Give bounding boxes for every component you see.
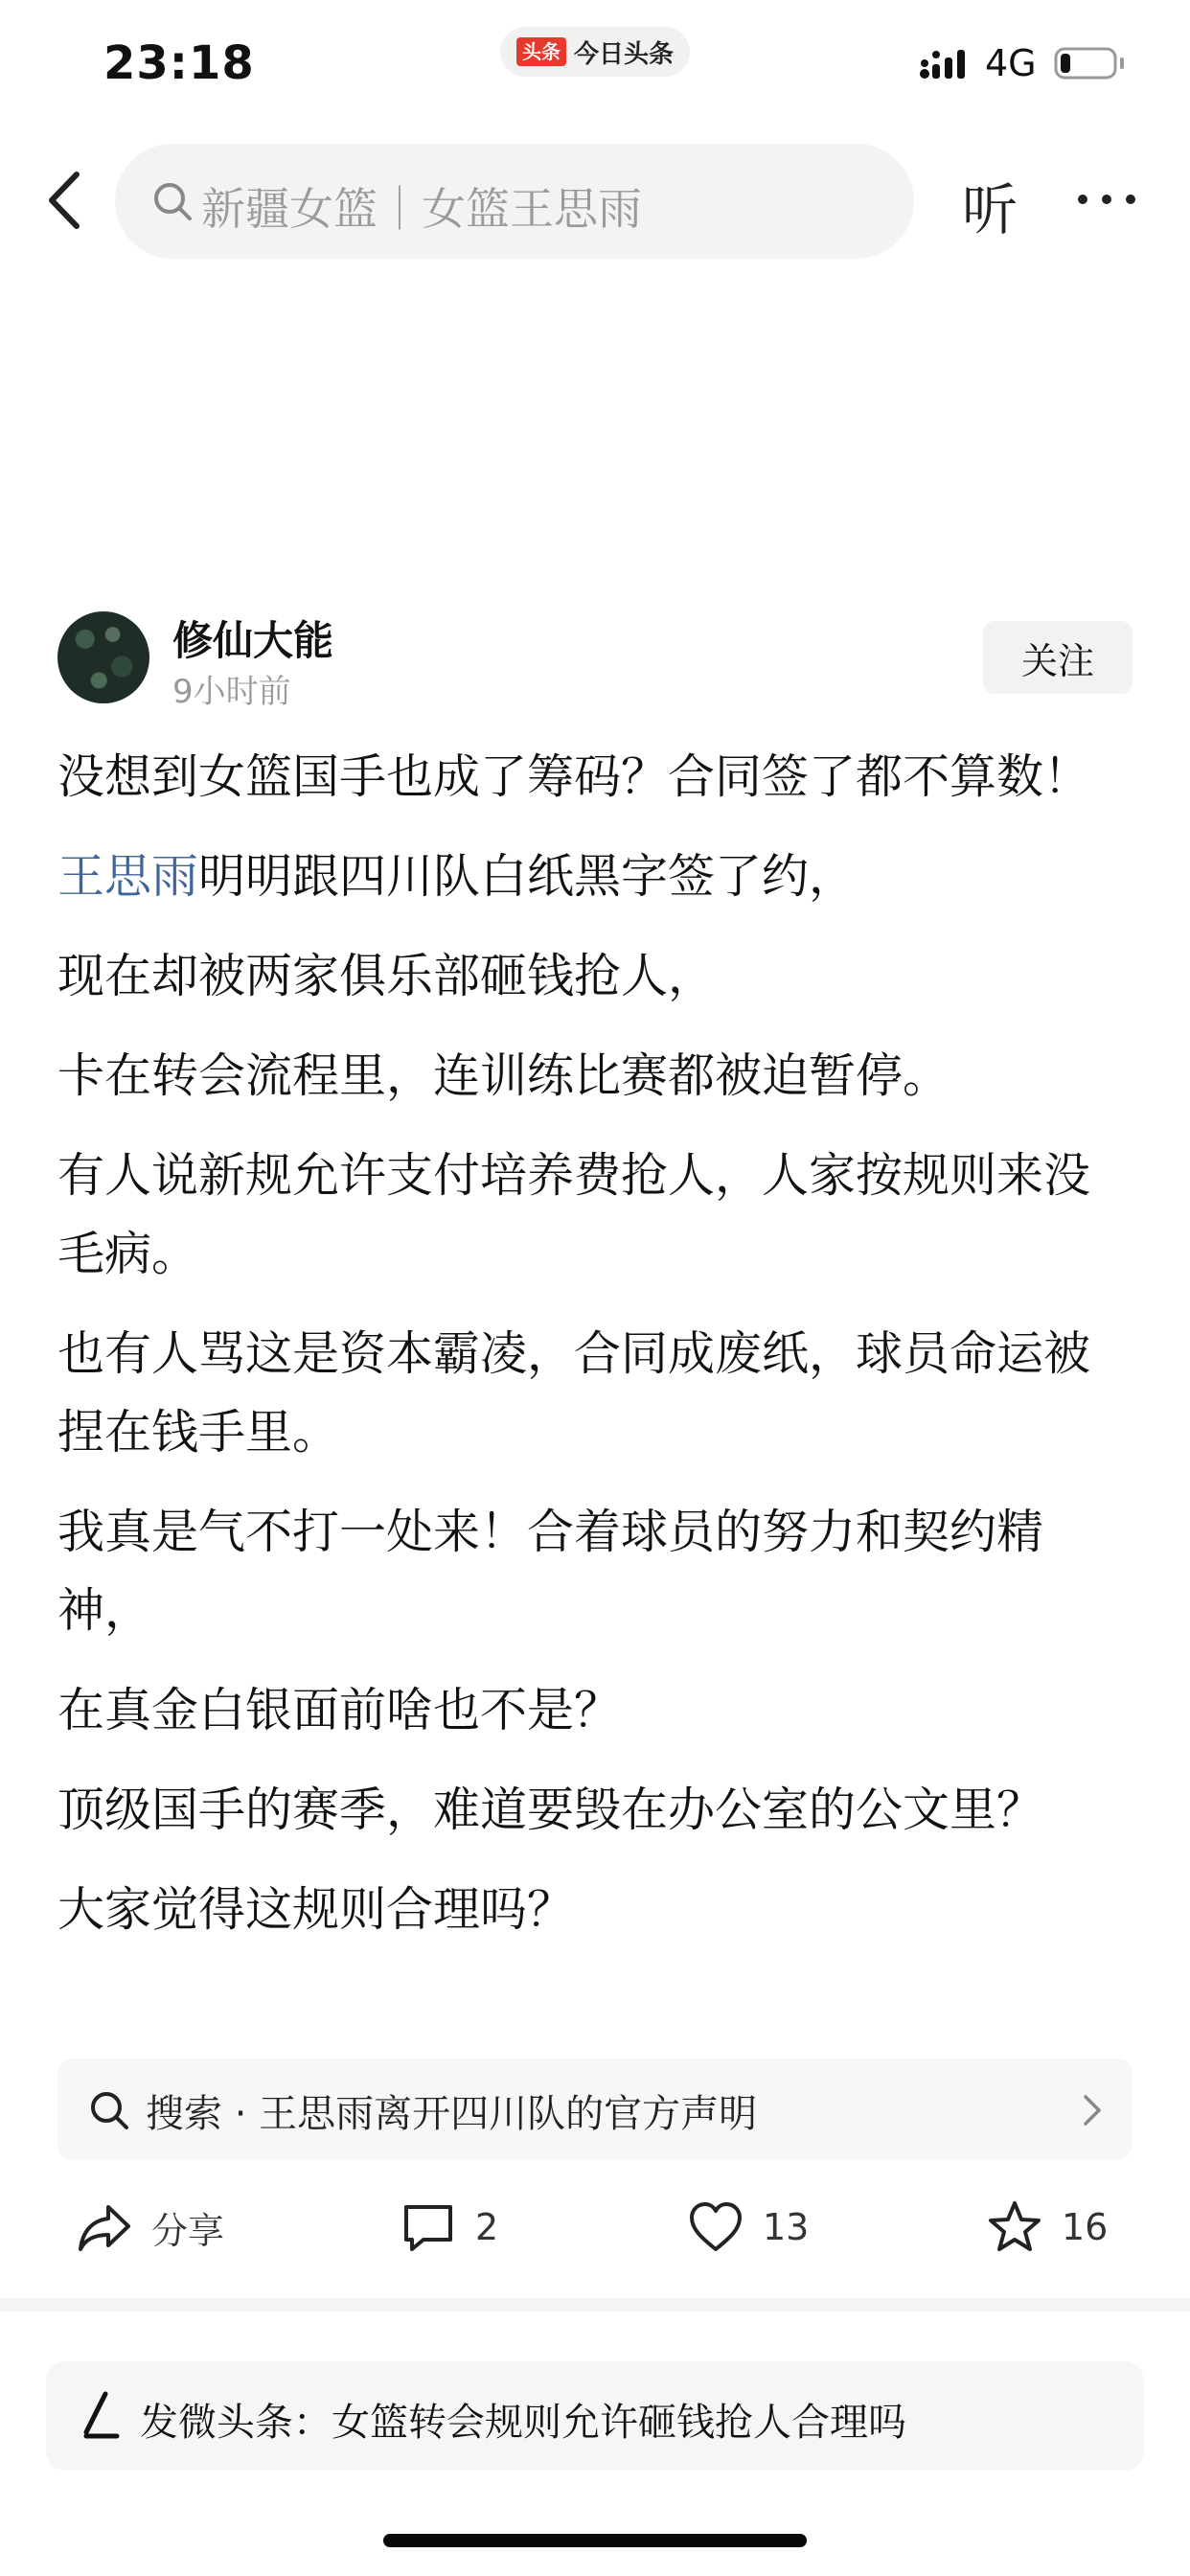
article-paragraph: 没想到女篮国手也成了筹码？合同签了都不算数！ (57, 749, 1091, 804)
listen-button[interactable]: 听 (962, 177, 1018, 242)
article-body (57, 738, 1133, 1970)
article-paragraph: 有人说新规允许支付培养费抢人，人家按规则来没毛病。 (57, 1148, 1091, 1281)
pen-icon (79, 2390, 123, 2442)
comment-button[interactable] (400, 2196, 498, 2258)
section-divider (0, 2298, 1190, 2312)
share-button[interactable] (77, 2196, 224, 2258)
composer-prompt: 发微头条：女篮转会规则允许砸钱抢人合理吗 (140, 2401, 906, 2445)
app-name: 今日头条 (573, 39, 674, 69)
home-indicator[interactable] (383, 2534, 807, 2547)
search-icon (151, 180, 194, 222)
status-bar (0, 0, 1190, 125)
network-type: 4G (985, 42, 1037, 84)
article-paragraph: 顶级国手的赛季，难道要毁在办公室的公文里？ (57, 1782, 1044, 1837)
article-paragraph: 在真金白银面前啥也不是？ (57, 1683, 622, 1737)
post-time: 9小时前 (172, 673, 291, 711)
comment-icon (400, 2199, 456, 2255)
app-indicator-pill[interactable] (500, 27, 690, 77)
status-time: 23:18 (103, 36, 255, 90)
top-nav-bar (0, 142, 1190, 259)
search-suggestion-bar[interactable] (57, 2058, 1133, 2160)
avatar[interactable] (57, 611, 149, 703)
post-composer-bar[interactable] (46, 2361, 1144, 2471)
author-header (0, 604, 1190, 719)
search-suggestion-text: 搜索 · 王思雨离开四川队的官方声明 (146, 2092, 758, 2136)
article-paragraph: 现在却被两家俱乐部砸钱抢人， (57, 949, 716, 1003)
heart-icon (688, 2199, 744, 2255)
author-name[interactable]: 修仙大能 (172, 617, 334, 664)
person-link[interactable]: 王思雨 (57, 849, 199, 904)
like-count: 13 (763, 2206, 810, 2248)
signal-icon (920, 46, 970, 80)
search-placeholder: 新疆女篮｜女篮王思雨 (201, 183, 642, 235)
search-icon (88, 2089, 130, 2131)
favorite-count: 16 (1062, 2206, 1109, 2248)
more-horizontal-icon[interactable] (1075, 180, 1138, 218)
article-paragraph: 我真是气不打一处来！合着球员的努力和契约精神， (57, 1505, 1044, 1638)
star-icon (987, 2199, 1042, 2255)
battery-icon (1054, 46, 1125, 80)
app-logo: 头条 (516, 37, 566, 66)
like-button[interactable] (688, 2196, 809, 2258)
article-paragraph: 卡在转会流程里，连训练比赛都被迫暂停。 (57, 1048, 950, 1103)
follow-button[interactable]: 关注 (983, 621, 1133, 694)
article-paragraph (57, 838, 1133, 916)
article-paragraph: 大家觉得这规则合理吗？ (57, 1882, 575, 1937)
article-paragraph: 也有人骂这是资本霸凌，合同成废纸，球员命运被捏在钱手里。 (57, 1326, 1091, 1460)
action-bar (0, 2185, 1190, 2271)
favorite-button[interactable] (987, 2196, 1108, 2258)
share-icon (77, 2199, 132, 2255)
article-text: 明明跟四川队白纸黑字签了约， (198, 849, 857, 904)
share-label: 分享 (151, 2209, 225, 2252)
back-button[interactable] (42, 169, 92, 232)
comment-count: 2 (475, 2206, 499, 2248)
chevron-right-icon (1081, 2093, 1104, 2128)
search-input[interactable] (115, 144, 914, 259)
